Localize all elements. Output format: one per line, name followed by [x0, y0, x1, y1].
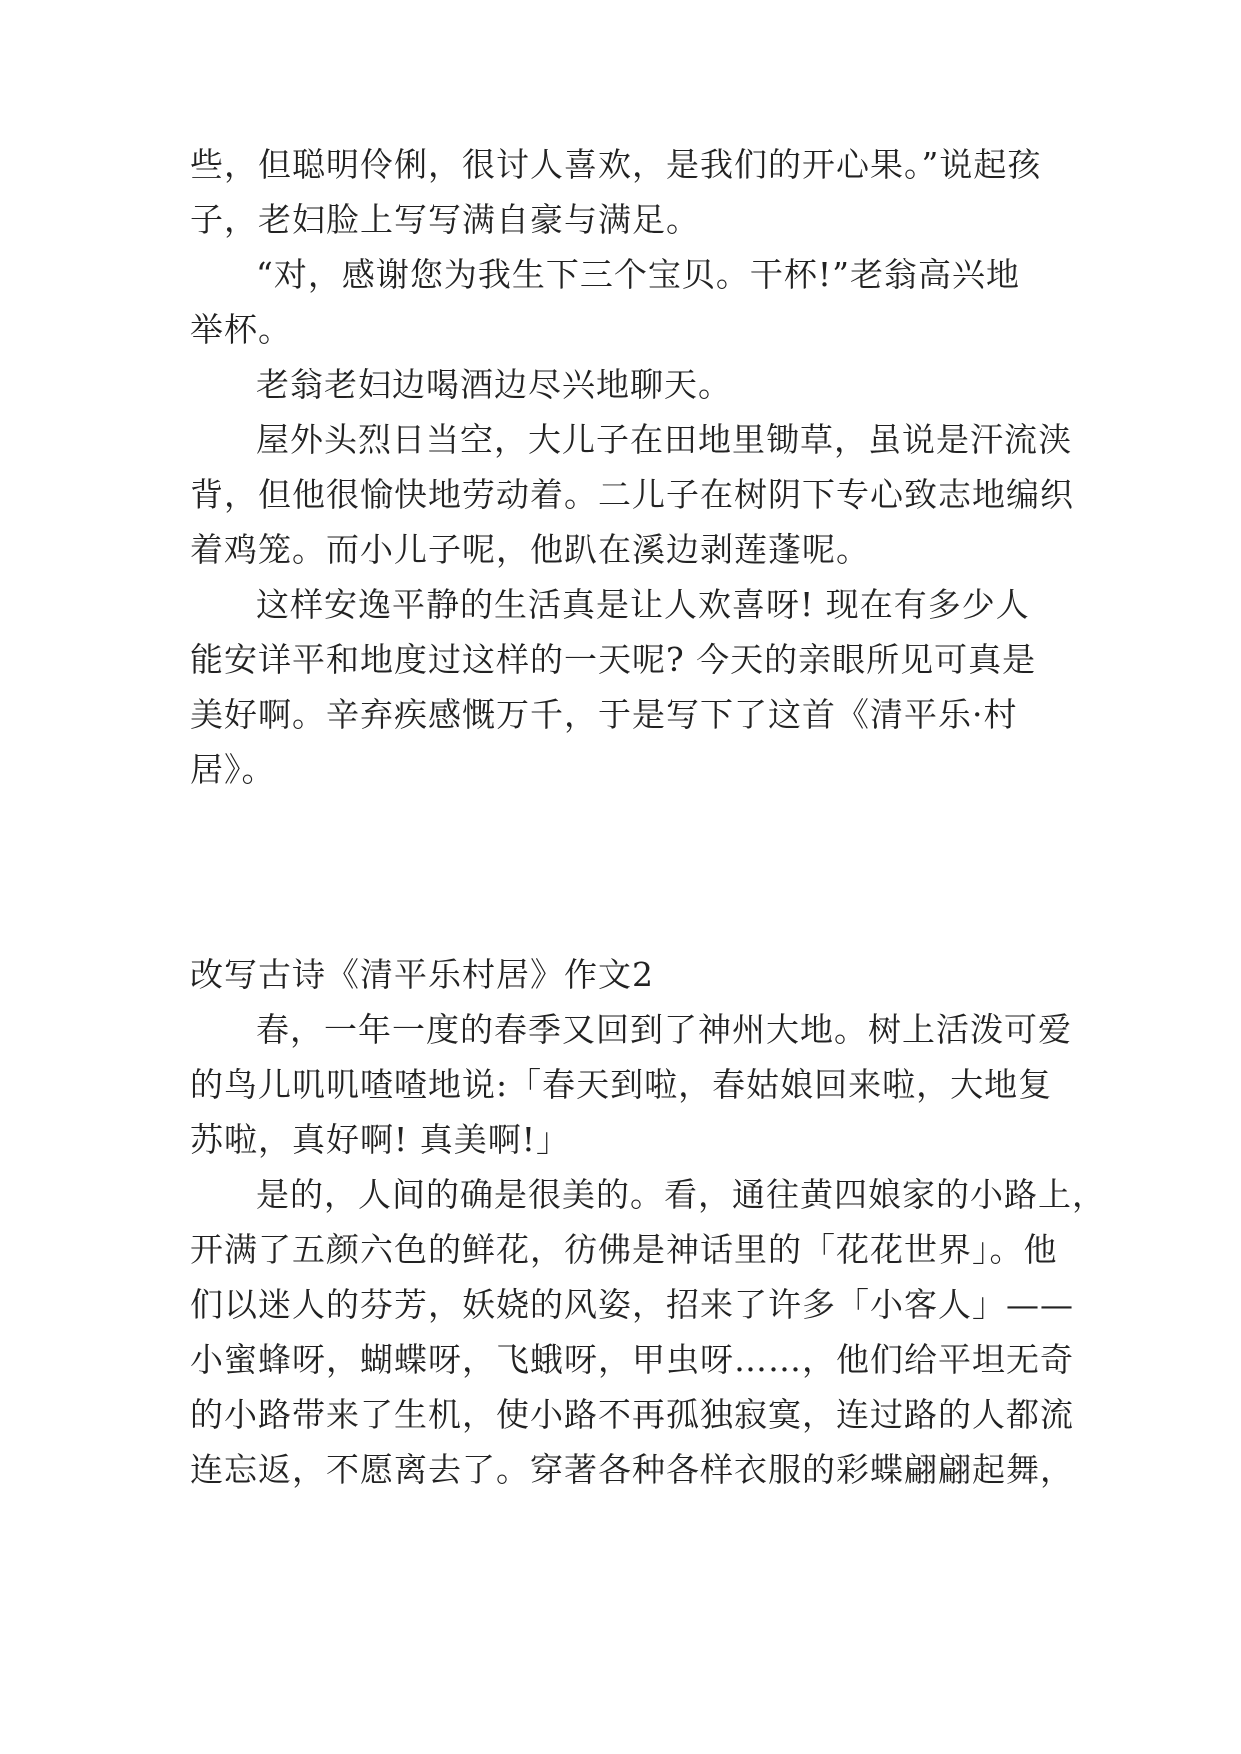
- text-line: 背，但他很愉快地劳动着。二儿子在树阴下专心致志地编织: [190, 475, 1074, 514]
- text-line: 着鸡笼。而小儿子呢，他趴在溪边剥莲蓬呢。: [190, 530, 870, 569]
- text-line: 这样安逸平静的生活真是让人欢喜呀! 现在有多少人: [256, 585, 1030, 624]
- text-line: 屋外头烈日当空，大儿子在田地里锄草，虽说是汗流浃: [256, 420, 1072, 459]
- text-line: 苏啦，真好啊! 真美啊!」: [190, 1120, 571, 1159]
- text-line: 些，但聪明伶俐，很讨人喜欢，是我们的开心果。”说起孩: [190, 145, 1042, 184]
- text-line: 举杯。: [190, 310, 292, 349]
- text-line: 的鸟儿叽叽喳喳地说:「春天到啦，春姑娘回来啦，大地复: [190, 1065, 1053, 1104]
- text-line: 连忘返，不愿离去了。穿著各种各样衣服的彩蝶翩翩起舞，: [190, 1450, 1074, 1489]
- text-line: 子，老妇脸上写写满自豪与满足。: [190, 200, 700, 239]
- text-line: 美好啊。辛弃疾感慨万千，于是写下了这首《清平乐·村: [190, 695, 1018, 734]
- text-line: 小蜜蜂呀，蝴蝶呀，飞蛾呀，甲虫呀……，他们给平坦无奇: [190, 1340, 1074, 1379]
- text-line: “对，感谢您为我生下三个宝贝。干杯!”老翁高兴地: [256, 255, 1021, 294]
- text-line: 能安详平和地度过这样的一天呢? 今天的亲眼所见可真是: [190, 640, 1037, 679]
- text-line: 们以迷人的芬芳，妖娆的风姿，招来了许多「小客人」——: [190, 1285, 1074, 1324]
- text-line: 春，一年一度的春季又回到了神州大地。树上活泼可爱: [256, 1010, 1072, 1049]
- text-line: 开满了五颜六色的鲜花，彷佛是神话里的「花花世界」。他: [190, 1230, 1058, 1269]
- text-line: 的小路带来了生机，使小路不再孤独寂寞，连过路的人都流: [190, 1395, 1074, 1434]
- text-line: 老翁老妇边喝酒边尽兴地聊天。: [256, 365, 732, 404]
- essay-title: 改写古诗《清平乐村居》作文2: [190, 955, 654, 994]
- text-line: 居》。: [190, 750, 276, 789]
- text-line: 是的，人间的确是很美的。看，通往黄四娘家的小路上，: [256, 1175, 1106, 1214]
